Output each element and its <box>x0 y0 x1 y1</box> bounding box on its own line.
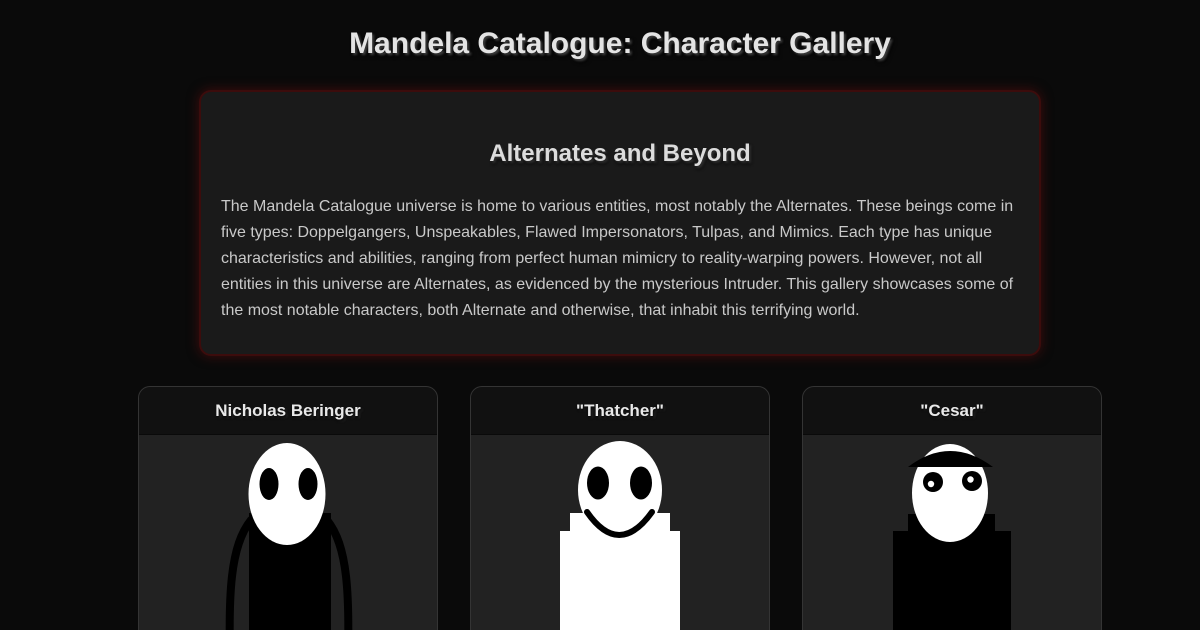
body <box>560 531 680 630</box>
info-heading: Alternates and Beyond <box>489 140 751 167</box>
dark-haired-pale-figure-icon <box>803 435 1102 630</box>
pupil-right <box>967 476 973 482</box>
arm-left <box>230 520 251 630</box>
eye-left <box>587 467 609 500</box>
body <box>893 531 1011 630</box>
character-portrait <box>471 435 769 630</box>
pupil-left <box>928 481 934 487</box>
eye-right <box>630 467 652 500</box>
card-header <box>139 387 437 435</box>
character-portrait <box>803 435 1101 630</box>
character-portrait <box>139 435 437 630</box>
info-paragraph: The Mandela Catalogue universe is home to various entities, most notably the Alternates. These beings come in five types: Doppelgangers, Unspeakables, Flawed Impersonators, Tulpas, and Mimics. Each type has unique characteristics and abilities, ranging from perfect human mimicry to reality-warping powers. However, not all entities in this universe are Alternates, as evidenced by the mysterious Intruder. This gallery showcases some of the most notable characters, both Alternate and otherwise, that inhabit this terrifying world. <box>221 198 1014 319</box>
character-name: Nicholas Beringer <box>215 400 361 420</box>
smiling-white-figure-icon <box>471 435 770 630</box>
page <box>20 27 1200 630</box>
hair <box>908 451 993 467</box>
character-card-cesar <box>802 386 1102 630</box>
info-box <box>199 90 1041 356</box>
character-name: "Cesar" <box>920 400 984 420</box>
character-card-nicholas-beringer <box>138 386 438 630</box>
eye-right <box>299 468 318 500</box>
character-card-thatcher <box>470 386 770 630</box>
page-title: Mandela Catalogue: Character Gallery <box>349 27 891 60</box>
card-header <box>471 387 769 435</box>
character-cards-row <box>20 386 1200 630</box>
eye-left <box>260 468 279 500</box>
card-header <box>803 387 1101 435</box>
faceless-dark-figure-icon <box>139 435 438 630</box>
character-name: "Thatcher" <box>576 400 664 420</box>
